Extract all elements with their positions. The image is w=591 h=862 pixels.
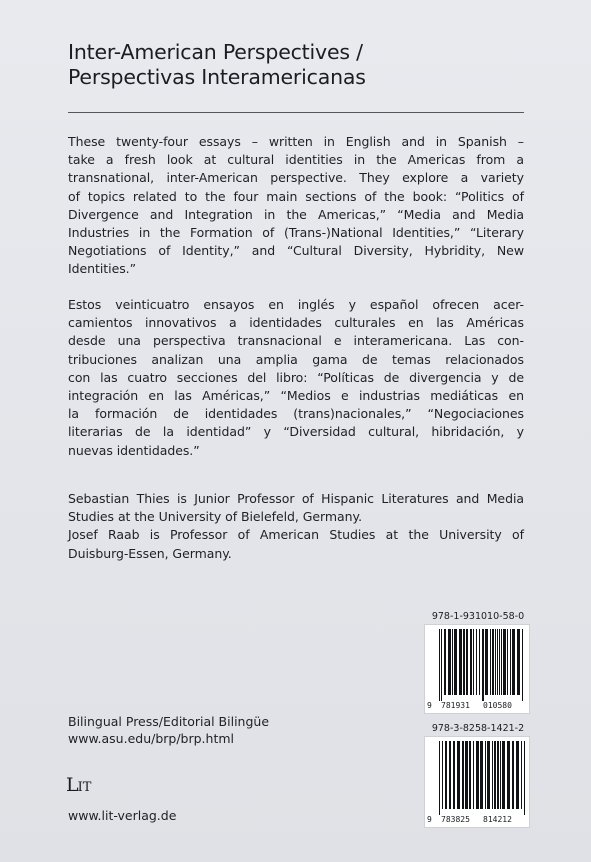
barcode-digit: 9 <box>427 701 432 710</box>
barcode-bar <box>507 629 508 695</box>
series-title-english: Inter-American Perspectives / <box>68 40 363 64</box>
author-bio-line: Sebastian Thies is Junior Professor of Hispanic Literatures and Media <box>68 491 524 506</box>
barcode-bar <box>492 741 493 809</box>
barcode-bars <box>425 737 529 827</box>
publisher-info <box>68 713 269 747</box>
barcode-bar <box>476 741 479 809</box>
description-line: tribuciones analizan una amplia gama de temas relacionados <box>68 351 524 367</box>
description-line: desde una perspectiva transnacional e interamericana. Las con- <box>68 333 524 349</box>
barcode-bar <box>503 629 506 695</box>
author-bio-line: Duisburg-Essen, Germany. <box>68 545 232 561</box>
barcode-bar <box>480 741 483 809</box>
publisher-url[interactable]: www.asu.edu/brp/brp.html <box>68 731 234 746</box>
title-divider <box>68 112 524 113</box>
description-line: integración en las Américas,” “Medios e industrias mediáticas en <box>68 388 524 404</box>
barcode-bars <box>425 625 529 713</box>
barcode-bar <box>501 629 502 695</box>
description-line: take a fresh look at cultural identities in the Americas from a <box>68 152 524 168</box>
series-title-spanish: Perspectivas Interamericanas <box>68 65 366 89</box>
description-line: transnational, inter-American perspective. They explore a variety <box>68 170 524 186</box>
barcode-bar <box>445 741 447 809</box>
barcode-bar <box>502 741 505 809</box>
description-line: camientos innovativos a identidades culturales en las Américas <box>68 315 524 331</box>
barcode-bar <box>512 741 514 809</box>
barcode-bar <box>462 741 464 809</box>
barcode-bar <box>453 741 455 809</box>
lit-logo-rest: IT <box>77 780 92 795</box>
barcode-bar <box>510 629 511 695</box>
description-line: These twenty-four essays – written in English and in Spanish – <box>68 134 524 149</box>
description-line: Negotiations of Identity,” and “Cultural Diversity, Hybridity, New <box>68 243 524 259</box>
barcode-bar <box>439 741 440 815</box>
barcode-bar <box>512 629 515 695</box>
barcode-bar <box>495 629 496 695</box>
description-line: literarias de la identidad” y “Diversidad cultural, hibridación, y <box>68 424 524 440</box>
series-title <box>68 40 538 90</box>
barcode-digits: 814212 <box>483 815 512 824</box>
description-spanish <box>68 296 524 460</box>
barcode <box>424 736 530 828</box>
description-english <box>68 133 524 279</box>
barcode-bar <box>465 741 468 809</box>
barcode-bar <box>441 629 442 701</box>
description-line: Identities.” <box>68 261 137 277</box>
barcode-digits: 010580 <box>483 701 512 710</box>
barcode-bar <box>449 741 451 809</box>
barcode-bar <box>485 629 488 695</box>
barcode-digit: 9 <box>427 815 432 824</box>
barcode-bar <box>516 741 519 809</box>
barcode-bar <box>497 629 498 695</box>
barcode-bar <box>448 629 451 695</box>
barcode-bar <box>522 629 523 701</box>
barcode-bar <box>490 629 491 695</box>
description-line: la formación de identidades (trans)nacionales,” “Negociaciones <box>68 406 524 422</box>
publisher-name: Bilingual Press/Editorial Bilingüe <box>68 714 270 729</box>
barcode-bar <box>476 629 477 695</box>
barcode-digits: 783825 <box>441 815 470 824</box>
barcode-bar <box>524 741 525 815</box>
barcode-bar <box>457 741 460 809</box>
barcode-bar <box>452 629 453 695</box>
description-line: Industries in the Formation of (Trans-)National Identities,” “Literary <box>68 225 524 241</box>
barcode-bar <box>454 629 457 695</box>
barcode-bar <box>487 741 490 809</box>
barcode-bar <box>459 629 462 695</box>
barcode-bar <box>485 741 486 809</box>
barcode-bar <box>470 629 472 695</box>
barcode-bar <box>494 741 496 809</box>
description-line: nuevas identidades.” <box>68 442 200 458</box>
lit-logo <box>66 774 91 796</box>
barcode-bar <box>466 629 468 695</box>
barcode-bar <box>500 741 501 809</box>
description-line: Divergence and Integration in the Americas,” “Media and Media <box>68 206 524 222</box>
barcode-digits: 781931 <box>441 701 470 710</box>
author-bio-line: Josef Raab is Professor of American Studies at the University of <box>68 527 524 543</box>
isbn-label: 978-3-8258-1421-2 <box>431 723 525 734</box>
barcode-bar <box>473 741 474 809</box>
author-bios <box>68 490 524 563</box>
barcode-bar <box>442 741 443 809</box>
barcode-bar <box>517 629 520 695</box>
barcode-bar <box>507 741 510 809</box>
description-line: of topics related to the four main sections of the book: “Politics of <box>68 188 524 204</box>
description-line: Estos veinticuatro ensayos en inglés y español ofrecen acer- <box>68 297 524 312</box>
barcode-bar <box>497 741 499 809</box>
barcode-bar <box>463 629 465 695</box>
isbn-label: 978-1-931010-58-0 <box>431 611 525 622</box>
lit-url[interactable]: www.lit-verlag.de <box>68 808 177 823</box>
barcode-bar <box>521 741 522 809</box>
barcode-bar <box>444 629 446 695</box>
barcode-bar <box>482 629 484 701</box>
lit-logo-initial: L <box>66 774 78 796</box>
barcode <box>424 624 530 714</box>
barcode-bar <box>439 629 440 701</box>
barcode-bar <box>479 629 480 695</box>
barcode-bar <box>469 741 471 809</box>
barcode-bar <box>473 629 474 695</box>
author-bio-line: Studies at the University of Bielefeld, Germany. <box>68 509 363 525</box>
barcode-bar <box>492 629 494 695</box>
description-line: con las cuatro secciones del libro: “Políticas de divergencia y de <box>68 369 524 385</box>
barcode-bar <box>499 629 500 695</box>
